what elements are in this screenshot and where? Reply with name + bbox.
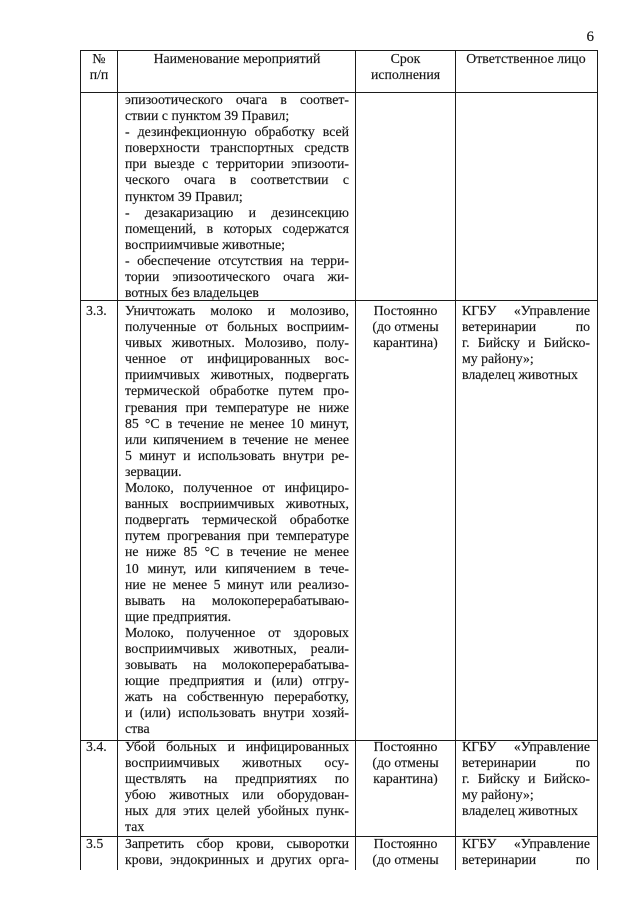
measure-text-line: Молоко, полученное от здоровых — [125, 624, 349, 640]
deadline-cell — [356, 301, 456, 740]
responsible-text-line: владелец животных — [462, 803, 578, 819]
measure-text-line: вывать на молокоперерабатываю- — [125, 592, 349, 608]
table-row — [81, 93, 597, 301]
measure-cell — [118, 93, 356, 300]
responsible-text-line: КГБУ «Управление — [462, 303, 590, 318]
measure-text-line: ных для этих целей убойных пунк- — [125, 803, 349, 819]
measure-text-line: 5 минут и использовать внутри ре- — [125, 447, 349, 463]
measure-text-line: Уничтожать молоко и молозиво, — [125, 303, 349, 318]
measure-text-line: вотных без владельцев — [125, 285, 259, 301]
measure-text-line: Запретить сбор крови, сыворотки — [125, 836, 349, 851]
deadline-cell — [356, 741, 456, 836]
responsible-text-line: ветеринарии по — [462, 755, 590, 771]
measure-text-line: гревания при температуре не ниже — [125, 399, 349, 415]
measure-cell — [118, 741, 356, 836]
measure-text-line: помещений, в которых содержатся — [125, 220, 349, 236]
measure-text-line: зовывать на молокоперерабатыва- — [125, 657, 349, 673]
measure-paragraph — [125, 206, 349, 254]
measure-text-line: эпизоотического очага в соответ- — [125, 92, 349, 107]
deadline-text-line: Постоянно — [373, 836, 438, 851]
measure-paragraph — [125, 93, 349, 125]
responsible-cell — [456, 301, 597, 740]
measure-text-line: ческого очага в соответствии с — [125, 172, 349, 188]
responsible-text-line: му району»; — [462, 787, 534, 803]
measure-text-line: ющие предприятия и (или) отгру- — [125, 673, 349, 689]
responsible-paragraph — [462, 365, 590, 381]
measure-paragraph — [125, 623, 349, 736]
measure-paragraph — [125, 125, 349, 205]
measure-text-line: восприимчивые животные; — [125, 236, 285, 252]
measure-text-line: подвергать термической обработке — [125, 512, 349, 528]
table-row — [81, 301, 597, 741]
measure-paragraph — [125, 301, 349, 478]
responsible-text-line: ветеринарии по — [462, 852, 590, 868]
header-responsible-cell — [456, 51, 597, 92]
measure-text-line: полученные от больных восприим- — [125, 319, 349, 335]
row-number: 3.5 — [86, 836, 104, 851]
measure-paragraph — [125, 741, 349, 838]
measure-text-line: при выезде с территории эпизооти- — [125, 156, 349, 172]
deadline-cell — [356, 93, 456, 300]
measure-text-line: зервации. — [125, 463, 182, 479]
row-number-cell — [81, 741, 118, 836]
measure-text-line: ществлять на предприятиях по — [125, 771, 349, 787]
measure-text-line: ченное от инфицированных вос- — [125, 351, 349, 367]
responsible-paragraph — [462, 301, 590, 365]
header-num-symbol: № — [92, 51, 106, 66]
table-header-row — [81, 51, 597, 93]
deadline-cell — [356, 837, 456, 870]
measure-text-line: термической обработке путем про- — [125, 383, 349, 399]
measure-text-line: - обеспечение отсутствия на терри- — [125, 252, 349, 268]
table-row — [81, 837, 597, 870]
deadline-text-line: Постоянно — [373, 739, 438, 754]
deadline-text-line: (до отмены — [372, 755, 439, 771]
row-number-cell — [81, 93, 118, 300]
header-term-label-line2: исполнения — [370, 67, 441, 83]
responsible-text-line: КГБУ «Управление — [462, 739, 590, 754]
deadline-text-line: Постоянно — [373, 303, 438, 318]
responsible-text-line: владелец животных — [462, 367, 578, 383]
measure-text-line: тах — [125, 819, 145, 835]
measure-cell — [118, 837, 356, 870]
measure-text-line: не ниже 85 °С в течение не менее — [125, 544, 349, 560]
deadline-text-line: (до отмены — [372, 319, 439, 335]
measure-text-line: и (или) использовать внутри хозяй- — [125, 705, 349, 721]
measure-text-line: - дезакаризацию и дезинсекцию — [125, 204, 349, 220]
row-number: 3.3. — [86, 303, 107, 318]
measures-table — [80, 50, 598, 870]
measure-text-line: восприимчивых животных осу- — [125, 755, 349, 771]
responsible-cell — [456, 93, 597, 300]
measure-paragraph — [125, 837, 349, 869]
measure-text-line: или кипячением в течение не менее — [125, 431, 349, 447]
measure-text-line: ства — [125, 721, 150, 737]
measure-text-line: щие предприятия. — [125, 608, 232, 624]
measure-text-line: восприимчивых животных, реали- — [125, 640, 349, 656]
measure-cell — [118, 301, 356, 740]
measure-text-line: крови, эндокринных и других орга- — [125, 852, 349, 868]
row-number: 3.4. — [86, 739, 107, 754]
measure-text-line: - дезинфекционную обработку всей — [125, 124, 349, 140]
deadline-text-line: (до отмены — [372, 852, 439, 868]
measure-text-line: чивых животных. Молозиво, полу- — [125, 335, 349, 351]
header-name-label: Наименование мероприятий — [153, 51, 321, 66]
responsible-text-line: г. Бийску и Бийско- — [462, 771, 590, 787]
measure-text-line: приимчивых животных, подвергать — [125, 367, 349, 383]
responsible-cell — [456, 837, 597, 870]
measure-text-line: тории эпизоотического очага жи- — [125, 269, 349, 285]
row-number-cell — [81, 301, 118, 740]
measure-text-line: путем прогревания при температуре — [125, 528, 349, 544]
deadline-text-line: карантина) — [373, 771, 438, 787]
table-row — [81, 741, 597, 837]
measure-text-line: 10 минут, или кипячением в тече- — [125, 560, 349, 576]
header-num-cell — [81, 51, 118, 92]
responsible-text-line: г. Бийску и Бийско- — [462, 335, 590, 351]
measure-text-line: Убой больных и инфицированных — [125, 739, 349, 754]
measure-text-line: пунктом 39 Правил; — [125, 188, 243, 204]
measure-text-line: 85 °С в течение не менее 10 минут, — [125, 415, 349, 431]
responsible-text-line: КГБУ «Управление — [462, 836, 590, 851]
measure-text-line: ствии с пунктом 39 Правил; — [125, 108, 290, 124]
header-name-cell — [118, 51, 356, 92]
responsible-paragraph — [462, 837, 590, 869]
measure-text-line: убою животных или оборудован- — [125, 787, 349, 803]
measure-text-line: Молоко, полученное от инфициро- — [125, 480, 349, 496]
responsible-cell — [456, 741, 597, 836]
row-number-cell — [81, 837, 118, 870]
header-term-cell — [356, 51, 456, 92]
header-responsible-label: Ответственное лицо — [466, 51, 586, 66]
responsible-text-line: му району»; — [462, 351, 534, 367]
responsible-paragraph — [462, 741, 590, 805]
measure-paragraph — [125, 478, 349, 623]
header-term-label-line1: Срок — [390, 51, 421, 66]
responsible-text-line: ветеринарии по — [462, 319, 590, 335]
header-num-abbr: п/п — [89, 67, 109, 83]
measure-text-line: ние не менее 5 минут или реализо- — [125, 576, 349, 592]
page-number: 6 — [586, 29, 594, 45]
measure-text-line: ванных восприимчивых животных, — [125, 496, 349, 512]
measure-text-line: жать на собственную переработку, — [125, 689, 349, 705]
responsible-paragraph — [462, 805, 590, 821]
deadline-text-line: карантина) — [373, 335, 438, 351]
measure-text-line: поверхности транспортных средств — [125, 140, 349, 156]
measure-paragraph — [125, 254, 349, 302]
